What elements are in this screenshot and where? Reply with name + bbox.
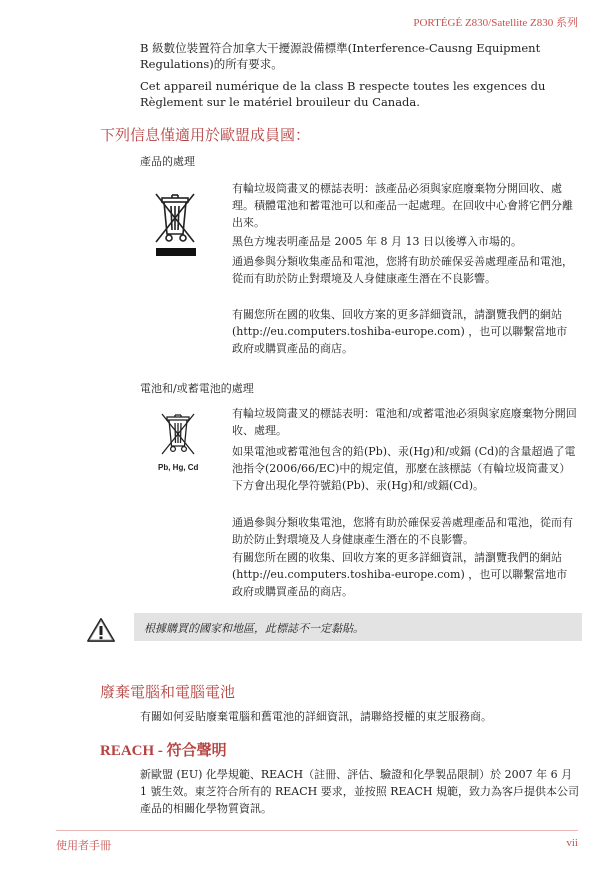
- canada-statement-fr: Cet appareil numérique de la class B respecte toutes les exgences du Règlement sur le matériel brouileur du Canada.: [140, 79, 546, 109]
- battery-disposal-paragraph-2: 如果電池或蓄電池包含的鉛(Pb)、汞(Hg)和/或鎘 (Cd)的含量超過了電池指令(2006/66/EC)中的規定值，那麼在該標誌（有輪垃圾筒畫叉）下方會出現化學符號鉛(Pb)、汞(Hg)和/或鎘(Cd)。: [232, 445, 576, 492]
- battery-disposal-paragraph-1: 有輪垃圾筒畫叉的標誌表明：電池和/或蓄電池必須與家庭廢棄物分開回收、處理。: [232, 407, 577, 437]
- reach-section-text: 新歐盟 (EU) 化學規範、REACH（註冊、評估、驗證和化學製品限制）於 2007 年 6 月 1 號生效。東芝符合所有的 REACH 要求，並按照 REACH 規範，致力為客戶提供本公司產品的相關化學物質資訊。: [140, 768, 580, 815]
- footer-manual-title: 使用者手冊: [56, 839, 111, 852]
- note-text: 根據購買的國家和地區，此標誌不一定黏貼。: [144, 622, 364, 635]
- battery-disposal-subheading: 電池和/或蓄電池的處理: [140, 382, 254, 395]
- product-disposal-paragraph-4: 有關您所在國的收集、回收方案的更多詳細資訊，請瀏覽我們的網站(http://eu.computers.toshiba-europe.com) ，也可以聯繫當地市政府或購買產品的商店。: [232, 308, 568, 355]
- warning-icon: [86, 617, 116, 643]
- battery-crossed-bin-icon: [158, 410, 198, 460]
- page-header-title: PORTÉGÉ Z830/Satellite Z830 系列: [413, 17, 578, 29]
- product-disposal-paragraph-3: 通過參與分類收集產品和電池，您將有助於確保妥善處理產品和電池，從而有助於防止對環境及人身健康產生潛在不良影響。: [232, 255, 573, 285]
- canada-statement-zh: B 級數位裝置符合加拿大干擾源設備標準(Interference-Causng Equipment Regulations)的所有要求。: [140, 41, 541, 71]
- crossed-wheelie-bin-icon: [150, 188, 202, 260]
- battery-disposal-paragraph-3: 通過參與分類收集電池，您將有助於確保妥善處理產品和電池，從而有助於防止對環境及人身健康產生潛在的不良影響。: [232, 516, 573, 546]
- disposal-section-heading: 廢棄電腦和電腦電池: [100, 683, 236, 701]
- product-disposal-paragraph-1: 有輪垃圾筒畫叉的標誌表明：該產品必須與家庭廢棄物分開回收、處理。積體電池和蓄電池可以和產品一起處理。在回收中心會將它們分離出來。: [232, 182, 573, 229]
- eu-section-heading: 下列信息僅適用於歐盟成員國：: [100, 126, 311, 144]
- battery-icon-label: Pb, Hg, Cd: [158, 463, 199, 472]
- product-disposal-paragraph-2: 黑色方塊表明產品是 2005 年 8 月 13 日以後導入市場的。: [232, 235, 522, 248]
- footer-divider: [56, 830, 578, 831]
- product-disposal-subheading: 產品的處理: [140, 155, 195, 168]
- disposal-section-text: 有關如何妥貼廢棄電腦和舊電池的詳細資訊，請聯絡授權的東芝服務商。: [140, 710, 492, 723]
- page-number: vii: [566, 837, 578, 849]
- battery-disposal-paragraph-4: 有關您所在國的收集、回收方案的更多詳細資訊，請瀏覽我們的網站(http://eu.computers.toshiba-europe.com) ，也可以聯繫當地市政府或購買產品的商店。: [232, 551, 568, 598]
- reach-section-heading: REACH - 符合聲明: [100, 743, 227, 759]
